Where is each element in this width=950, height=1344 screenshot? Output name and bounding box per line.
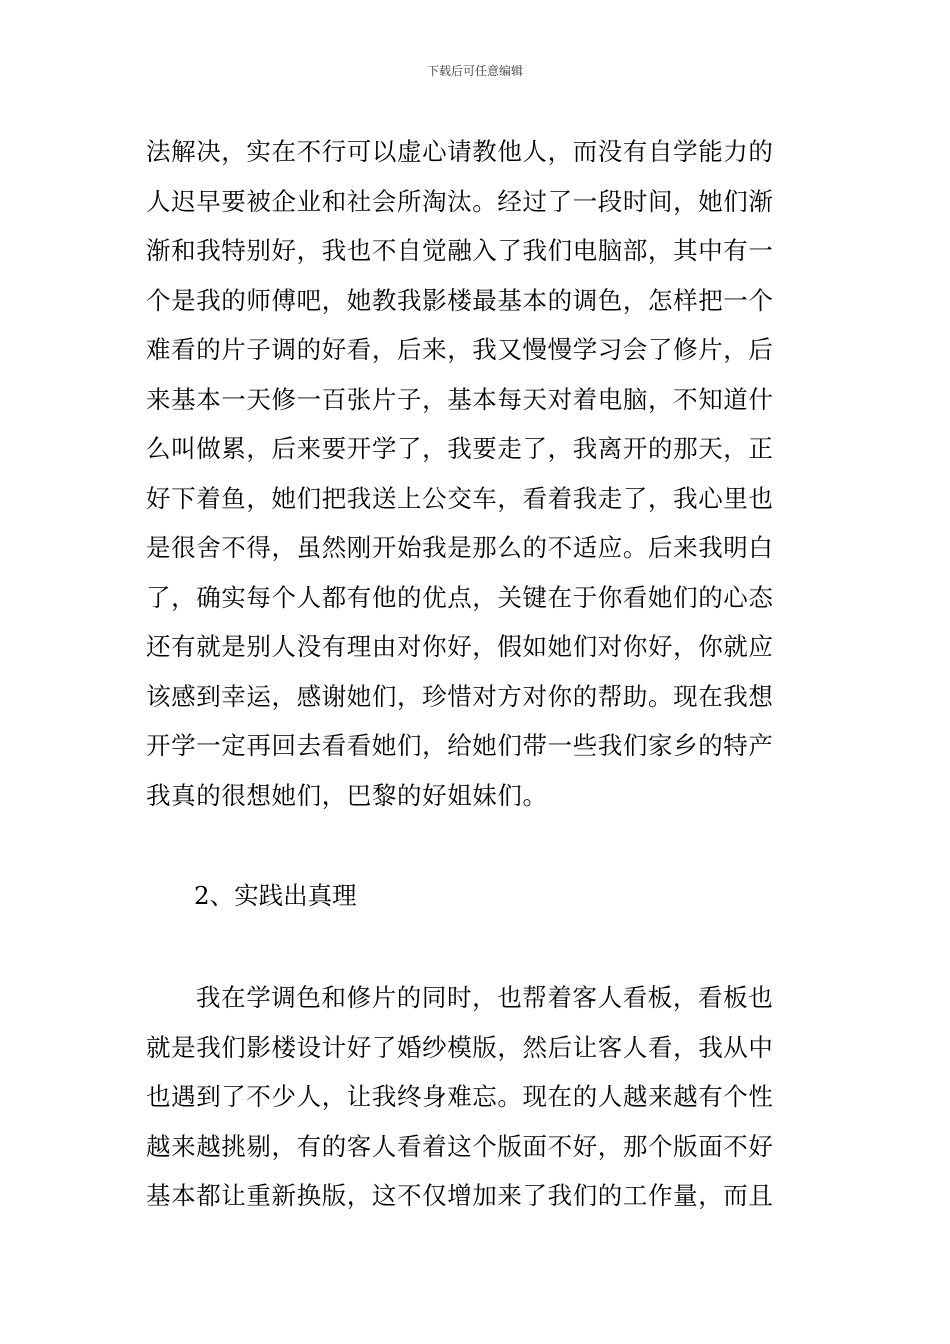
paragraph-line: 渐和我特别好，我也不自觉融入了我们电脑部，其中有一 <box>146 236 774 265</box>
paragraph-line: 来基本一天修一百张片子，基本每天对着电脑，不知道什 <box>146 384 774 414</box>
paragraph-line: 我真的很想她们，巴黎的好姐妹们。 <box>146 780 548 810</box>
paragraph-line: 了，确实每个人都有他的优点，关键在于你看她们的心态 <box>146 582 774 612</box>
paragraph-line: 该感到幸运，感谢她们，珍惜对方对你的帮助。现在我想 <box>146 681 774 711</box>
paragraph-line: 还有就是别人没有理由对你好，假如她们对你好，你就应 <box>146 632 774 661</box>
paragraph-line: 也遇到了不少人，让我终身难忘。现在的人越来越有个性 <box>146 1082 774 1111</box>
section-heading: 2、实践出真理 <box>194 881 357 910</box>
paragraph-2 <box>146 973 810 1221</box>
paragraph-line: 难看的片子调的好看，后来，我又慢慢学习会了修片，后 <box>146 335 774 364</box>
paragraph-line: 么叫做累，后来要开学了，我要走了，我离开的那天，正 <box>146 434 774 463</box>
paragraph-line: 人迟早要被企业和社会所淘汰。经过了一段时间，她们渐 <box>146 186 774 216</box>
paragraph-line: 越来越挑剔，有的客人看着这个版面不好，那个版面不好 <box>146 1131 774 1161</box>
paragraph-line: 我在学调色和修片的同时，也帮着客人看板，看板也 <box>196 983 774 1012</box>
paragraph-line: 是很舍不得，虽然刚开始我是那么的不适应。后来我明白 <box>146 533 774 562</box>
paragraph-line: 就是我们影楼设计好了婚纱模版，然后让客人看，我从中 <box>146 1032 774 1062</box>
page-header: 下载后可任意编辑 <box>426 64 523 78</box>
paragraph-line: 开学一定再回去看看她们，给她们带一些我们家乡的特产 <box>146 731 774 760</box>
paragraph-line: 个是我的师傅吧，她教我影楼最基本的调色，怎样把一个 <box>146 285 774 315</box>
paragraph-line: 好下着鱼，她们把我送上公交车，看着我走了，我心里也 <box>146 483 774 513</box>
paragraph-1 <box>146 127 810 820</box>
paragraph-line: 基本都让重新换版，这不仅增加来了我们的工作量，而且 <box>146 1181 774 1210</box>
paragraph-line: 法解决，实在不行可以虚心请教他人，而没有自学能力的 <box>146 137 774 166</box>
